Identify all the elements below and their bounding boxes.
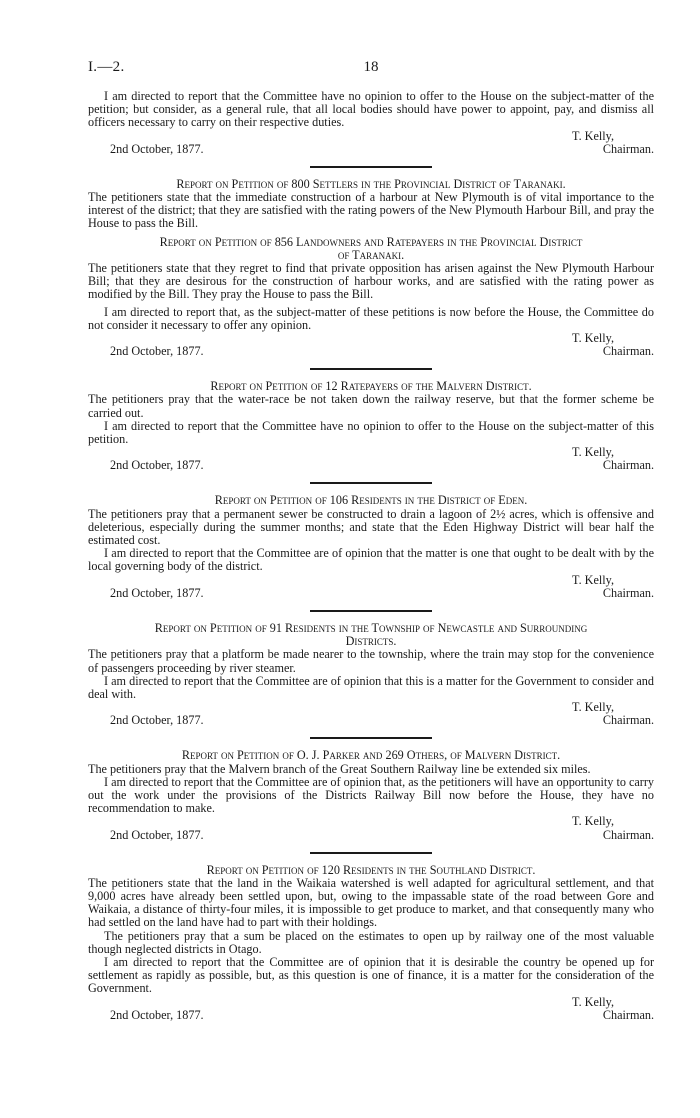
signatory-name: T. Kelly, xyxy=(572,128,614,143)
signature-row xyxy=(88,143,654,157)
paragraph: The petitioners state that the immediate construction of a harbour at New Plymouth is of vital importance to the interest of the district; that they are satisfied with the rating powers of the New Plymouth Harbour Bill, and pray the House to pass the Bill. xyxy=(88,190,654,231)
signatory-title: Chairman. xyxy=(602,344,654,359)
signatory-name: T. Kelly, xyxy=(572,445,614,460)
signature-row xyxy=(88,1009,654,1023)
report-date: 2nd October, 1877. xyxy=(110,827,204,842)
paragraph: The petitioners pray that a permanent sewer be constructed to drain a lagoon of 2½ acres, which is offensive and deleterious, especially during the summer months; and state that the Eden Highway District will bear half the estimated cost. xyxy=(88,506,654,548)
section-heading-continuation: Districts. xyxy=(345,634,397,649)
signatory-name: T. Kelly, xyxy=(572,994,614,1009)
report-date: 2nd October, 1877. xyxy=(110,1007,204,1022)
report-section xyxy=(88,380,654,473)
signatory-name: T. Kelly, xyxy=(572,331,614,346)
page-header xyxy=(88,61,654,79)
report-section xyxy=(88,749,654,842)
report-date: 2nd October, 1877. xyxy=(110,458,204,473)
signatory-title: Chairman. xyxy=(602,1007,654,1022)
paper-reference: I.—2. xyxy=(88,59,125,75)
report-section xyxy=(88,494,654,600)
signatory-title: Chairman. xyxy=(602,458,654,473)
paragraph: I am directed to report that the Committee have no opinion to offer to the House on the subject-matter of this petition. xyxy=(88,418,654,447)
signatory-title: Chairman. xyxy=(602,827,654,842)
paragraph: I am directed to report that the Committee are of opinion that, as the petitioners will have an opportunity to carry out the work under the provisions of the Districts Railway Bill now before the House, they have no recommendation to make. xyxy=(88,774,654,816)
section-heading-line: Report on Petition of 91 Residents in the Township of Newcastle and Surrounding xyxy=(154,620,588,635)
section-heading-line: Report on Petition of 856 Landowners and Ratepayers in the Provincial District xyxy=(159,234,583,249)
paragraph: The petitioners pray that a sum be placed on the estimates to open up by railway one of the most valuable though neglected districts in Otago. xyxy=(88,928,654,956)
signatory-title: Chairman. xyxy=(602,585,654,600)
signature-row xyxy=(88,345,654,359)
report-section xyxy=(88,236,654,360)
section-heading: Report on Petition of 120 Residents in the Southland District. xyxy=(206,862,536,877)
section-heading: Report on Petition of O. J. Parker and 269 Others, of Malvern District. xyxy=(181,748,561,763)
paragraph: The petitioners pray that the Malvern branch of the Great Southern Railway line be extended six miles. xyxy=(88,761,591,776)
signatory-name: T. Kelly, xyxy=(572,814,614,829)
section-divider xyxy=(310,166,432,168)
section-divider xyxy=(310,482,432,484)
page-content xyxy=(88,90,654,1023)
report-section xyxy=(88,178,654,231)
paragraph: The petitioners state that the land in the Waikaia watershed is well adapted for agricultural settlement, and that 9,000 acres have already been settled upon, but, owing to the impassable state of the road between Gore and Waikaia, a distance of thirty-four miles, it is impossible to get produce to market, and that consequently many who had settled on the land have had to part with their holdings. xyxy=(88,875,654,930)
signature-row xyxy=(88,829,654,843)
section-heading: Report on Petition of 12 Ratepayers of the Malvern District. xyxy=(210,379,532,394)
report-date: 2nd October, 1877. xyxy=(110,141,204,156)
paragraph: I am directed to report that the Committee are of opinion that the matter is one that ought to be dealt with by the local governing body of the district. xyxy=(88,546,654,574)
section-heading xyxy=(88,236,654,262)
section-heading xyxy=(88,622,654,648)
paragraph: I am directed to report that the Committee are of opinion that this is a matter for the Government to consider and deal with. xyxy=(88,673,654,701)
section-divider xyxy=(310,737,432,739)
report-date: 2nd October, 1877. xyxy=(110,585,204,600)
section-heading-continuation: of Taranaki. xyxy=(337,247,405,262)
signature-row xyxy=(88,714,654,728)
signature-row xyxy=(88,587,654,601)
paragraph: The petitioners pray that the water-race be not taken down the railway reserve, but that the former scheme be carried out. xyxy=(88,392,654,420)
section-divider xyxy=(310,368,432,370)
section-heading: Report on Petition of 106 Residents in the District of Eden. xyxy=(214,493,528,508)
signatory-name: T. Kelly, xyxy=(572,700,614,715)
signature-row xyxy=(88,459,654,473)
signatory-name: T. Kelly, xyxy=(572,572,614,587)
report-section xyxy=(88,864,654,1023)
paragraph: I am directed to report that, as the subject-matter of these petitions is now before the House, the Committee do not consider it necessary to offer any opinion. xyxy=(88,304,654,332)
signatory-title: Chairman. xyxy=(602,713,654,728)
report-date: 2nd October, 1877. xyxy=(110,344,204,359)
report-section xyxy=(88,622,654,728)
paragraph: The petitioners state that they regret to find that private opposition has arisen against the New Plymouth Harbour Bill; that they are desirous for the construction of harbour works, and are satisfied with the rating power as modified by the Bill. They pray the House to pass the Bill. xyxy=(88,261,654,302)
section-divider xyxy=(310,610,432,612)
report-date: 2nd October, 1877. xyxy=(110,713,204,728)
report-section xyxy=(88,90,654,157)
paragraph: I am directed to report that the Committee have no opinion to offer to the House on the subject-matter of the petition; but consider, as a general rule, that all local bodies should have power to appoint, pay, and dismiss all officers necessary to carry on their respective duties. xyxy=(88,89,654,130)
paragraph: The petitioners pray that a platform be made nearer to the township, where the train may stop for the convenience of passengers proceeding by river steamer. xyxy=(88,647,654,675)
section-divider xyxy=(310,852,432,854)
signatory-title: Chairman. xyxy=(602,141,654,156)
paragraph: I am directed to report that the Committee are of opinion that it is desirable the country be opened up for settlement as rapidly as possible, but, as this question is one of finance, it is a matter for the consideration of the Government. xyxy=(88,954,654,996)
section-heading: Report on Petition of 800 Settlers in the Provincial District of Taranaki. xyxy=(176,176,566,191)
page-number: 18 xyxy=(363,59,379,75)
